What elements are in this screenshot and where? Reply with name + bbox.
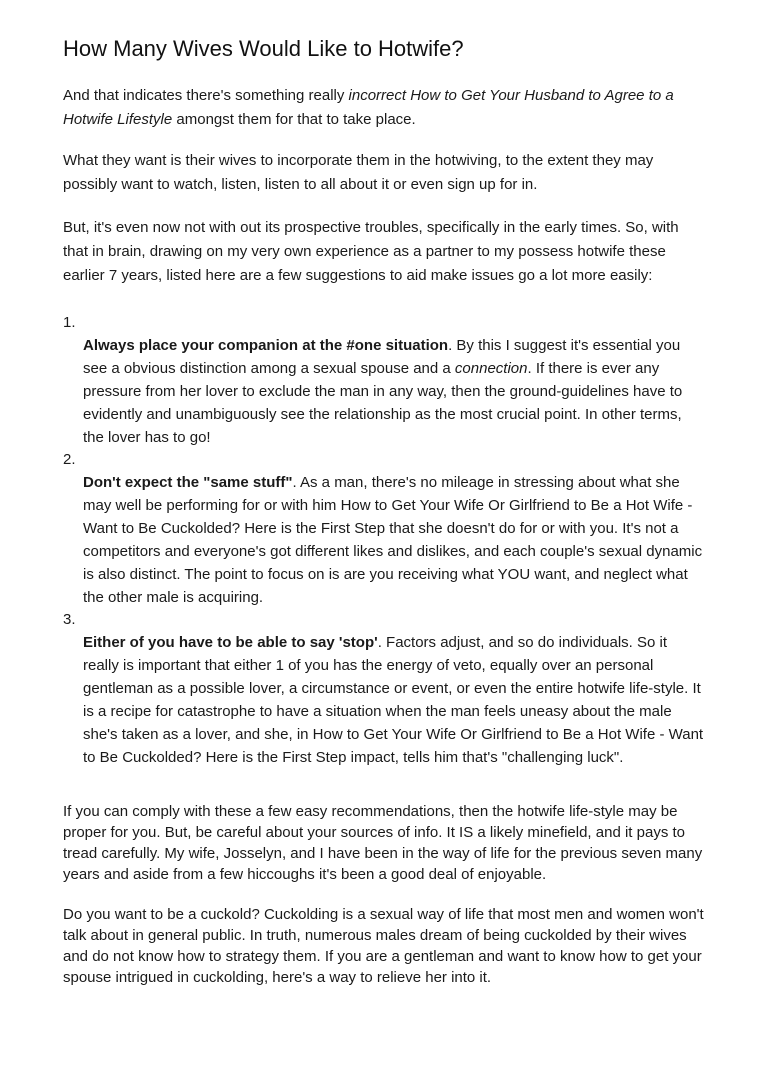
list-item-number: 2. <box>63 451 76 468</box>
intro-paragraph-2: What they want is their wives to incorporate them in the hotwiving, to the extent they may possibly want to watch, listen, listen to all about it or even sign up for in. <box>63 152 654 193</box>
intro-p1-text-a: And that indicates there's something really <box>63 87 349 104</box>
list-item <box>63 449 706 609</box>
page-title: How Many Wives Would Like to Hotwife? <box>63 36 464 61</box>
list-item-number: 3. <box>63 611 76 628</box>
list-item-emphasis: connection <box>454 360 528 377</box>
list-item <box>63 609 706 769</box>
intro-paragraph-1 <box>63 84 706 132</box>
list-item <box>63 312 706 449</box>
tips-list <box>63 312 706 769</box>
list-item-text-b: . If there is ever any pressure from her lover to exclude the man in any way, then the ground-guidelines have to evidently and unambiguously see the relationship as the most crucial point. In other terms, the lover has to go! <box>83 360 683 446</box>
intro-p1-emphasis: incorrect How to Get Your Husband to Agree to a Hotwife Lifestyle <box>63 87 674 128</box>
closing-paragraph-2: Do you want to be a cuckold? Cuckolding is a sexual way of life that most men and women won't talk about in general public. In truth, numerous males dream of being cuckolded by their wives and do not know how to strategy them. If you are a gentleman and want to know how to get your spouse intrigued in cuckolding, here's a way to relieve her into it. <box>63 906 704 986</box>
list-item-body <box>83 631 706 769</box>
list-item-text-a: . By this I suggest it's essential you see a obvious distinction among a sexual spouse and a <box>83 337 681 377</box>
list-item-text: . As a man, there's no mileage in stressing about what she may well be performing for or with him How to Get Your Wife Or Girlfriend to Be a Hot Wife - Want to Be Cuckolded? Here is the First Step that she doesn't do for or with you. It's not a competitors and everyone's got different likes and dislikes, and each couple's sexual dynamic is also distinct. The point to focus on is are you receiving what YOU want, and neglect what the other male is acquiring. <box>83 474 703 606</box>
list-item-text: . Factors adjust, and so do individuals. So it really is important that either 1 of you has the energy of veto, equally over an personal gentleman as a possible lover, a circumstance or event, or even the entire hotwife life-style. It is a recipe for catastrophe to have a situation when the man feels uneasy about the male she's taken as a lover, and she, in How to Get Your Wife Or Girlfriend to Be a Hot Wife - Want to Be Cuckolded? Here is the First Step impact, tells him that's "challenging luck". <box>83 634 704 766</box>
intro-paragraph-3: But, it's even now not with out its prospective troubles, specifically in the early times. So, with that in brain, drawing on my very own experience as a partner to my possess hotwife these earlier 7 years, listed here are a few suggestions to aid make issues go a lot more easily: <box>63 219 679 284</box>
intro-p1-text-b: amongst them for that to take place. <box>172 111 416 128</box>
closing-paragraph-1: If you can comply with these a few easy recommendations, then the hotwife life-style may be proper for you. But, be careful about your sources of info. It IS a likely minefield, and it pays to tread carefully. My wife, Josselyn, and I have been in the way of life for the previous seven many years and aside from a few hiccoughs it's been a good deal of enjoyable. <box>63 803 703 883</box>
list-item-heading: Either of you have to be able to say 'stop' <box>83 634 378 651</box>
list-item-body <box>83 471 706 609</box>
list-item-number: 1. <box>63 314 76 331</box>
list-item-heading: Always place your companion at the #one situation <box>83 337 449 354</box>
list-item-body <box>83 334 706 449</box>
list-item-heading: Don't expect the "same stuff" <box>83 474 293 491</box>
